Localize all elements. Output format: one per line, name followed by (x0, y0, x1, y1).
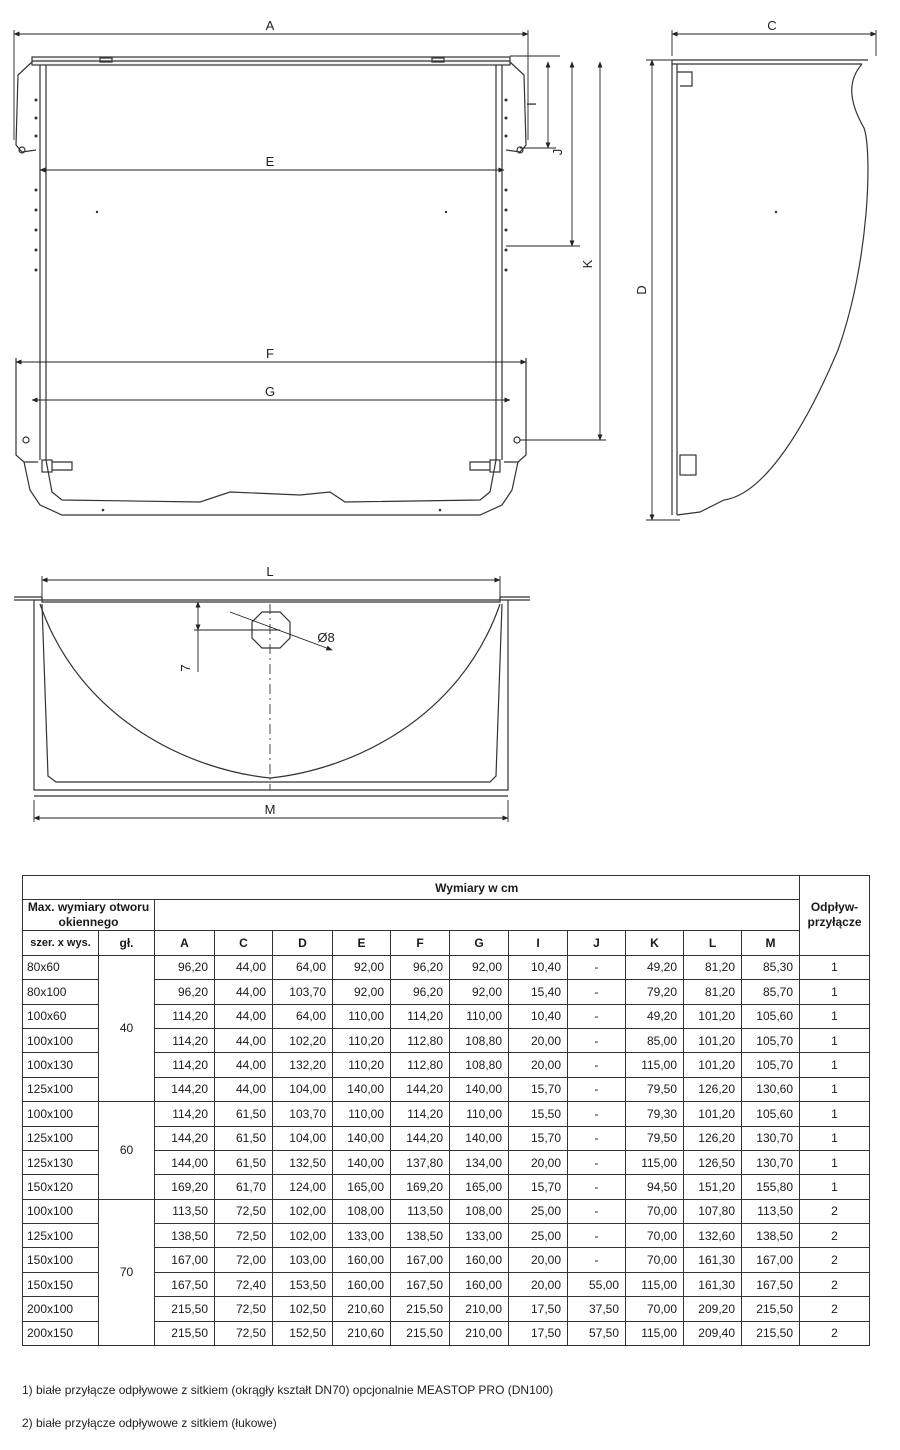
dim-label-d: D (634, 285, 649, 295)
dimension-cell: 126,20 (684, 1077, 742, 1101)
dimension-cell: 102,00 (273, 1199, 333, 1223)
dimension-cell: 138,50 (391, 1224, 450, 1248)
dimension-cell: 10,40 (509, 1004, 568, 1028)
drain-cell: 1 (800, 1004, 870, 1028)
window-size-cell: 100x130 (23, 1053, 99, 1077)
dimension-cell: 112,80 (391, 1028, 450, 1052)
dimension-cell: - (568, 1077, 626, 1101)
dimension-cell: 110,00 (333, 1004, 391, 1028)
drain-cell: 1 (800, 1028, 870, 1052)
dimension-cell: 70,00 (626, 1224, 684, 1248)
window-size-cell: 150x150 (23, 1272, 99, 1296)
dimension-cell: 92,00 (450, 955, 509, 979)
dimension-cell: - (568, 955, 626, 979)
dimension-cell: 92,00 (333, 980, 391, 1004)
dim-label-i: I (524, 102, 539, 106)
dim-label-e: E (265, 154, 275, 169)
dimension-cell: 108,00 (333, 1199, 391, 1223)
dimension-cell: 61,50 (215, 1126, 273, 1150)
dimension-cell: 167,00 (742, 1248, 800, 1272)
table-row (23, 1102, 870, 1126)
window-size-cell: 150x100 (23, 1248, 99, 1272)
dimension-cell: 104,00 (273, 1077, 333, 1101)
dimension-cell: 94,50 (626, 1175, 684, 1199)
drain-cell: 2 (800, 1272, 870, 1296)
window-size-cell: 200x100 (23, 1297, 99, 1321)
dimension-cell: 55,00 (568, 1272, 626, 1296)
dimension-cell: 44,00 (215, 1004, 273, 1028)
window-size-cell: 100x100 (23, 1028, 99, 1052)
dimension-cell: 15,50 (509, 1102, 568, 1126)
dimension-cell: 160,00 (333, 1248, 391, 1272)
dimension-cell: 103,70 (273, 1102, 333, 1126)
dimension-cell: 215,50 (742, 1321, 800, 1345)
column-header: M (742, 931, 800, 955)
drain-cell: 1 (800, 1175, 870, 1199)
dimension-cell: - (568, 1102, 626, 1126)
dimension-cell: 215,50 (742, 1297, 800, 1321)
dimension-cell: 103,00 (273, 1248, 333, 1272)
dimension-cell: 153,50 (273, 1272, 333, 1296)
dimension-cell: 167,00 (155, 1248, 215, 1272)
dim-label-a: A (265, 18, 275, 33)
dimension-cell: 113,50 (391, 1199, 450, 1223)
column-header: G (450, 931, 509, 955)
drain-cell: 1 (800, 980, 870, 1004)
dimension-cell: 79,30 (626, 1102, 684, 1126)
depth-subheader: gł. (99, 931, 155, 955)
dimension-cell: 134,00 (450, 1150, 509, 1174)
dimension-cell: 96,20 (391, 980, 450, 1004)
dimension-cell: 101,20 (684, 1053, 742, 1077)
window-size-cell: 100x100 (23, 1199, 99, 1223)
dimension-cell: 209,20 (684, 1297, 742, 1321)
dimension-cell: 113,50 (155, 1199, 215, 1223)
dimension-cell: 210,00 (450, 1297, 509, 1321)
footnote-2: 2) białe przyłącze odpływowe z sitkiem (łukowe) (22, 1416, 277, 1430)
dimension-cell: 79,20 (626, 980, 684, 1004)
dimension-cell: 70,00 (626, 1199, 684, 1223)
drain-header: Odpływ-przyłącze (800, 876, 870, 956)
dimension-cell: 105,70 (742, 1053, 800, 1077)
dimension-cell: 140,00 (333, 1126, 391, 1150)
dimension-cell: 70,00 (626, 1248, 684, 1272)
table-row (23, 955, 870, 979)
dimension-cell: 72,40 (215, 1272, 273, 1296)
side-view (672, 60, 868, 515)
dimension-cell: 70,00 (626, 1297, 684, 1321)
dimension-cell: 102,00 (273, 1224, 333, 1248)
dimension-cell: - (568, 1150, 626, 1174)
dim-label-k: K (580, 259, 595, 269)
dimension-cell: 81,20 (684, 980, 742, 1004)
dimension-cell: 81,20 (684, 955, 742, 979)
dimension-cell: 44,00 (215, 1053, 273, 1077)
dimension-cell: 104,00 (273, 1126, 333, 1150)
dimension-cell: 72,50 (215, 1297, 273, 1321)
size-subheader: szer. x wys. (23, 931, 99, 955)
dimension-cell: 44,00 (215, 980, 273, 1004)
dimension-cell: 79,50 (626, 1077, 684, 1101)
dimension-cell: - (568, 1224, 626, 1248)
dimension-cell: 72,50 (215, 1199, 273, 1223)
dimension-cell: 108,80 (450, 1028, 509, 1052)
front-view (16, 57, 526, 515)
window-size-cell: 125x100 (23, 1126, 99, 1150)
dimension-cell: 137,80 (391, 1150, 450, 1174)
column-header: K (626, 931, 684, 955)
dimension-cell: 110,20 (333, 1053, 391, 1077)
window-size-cell: 100x100 (23, 1102, 99, 1126)
dimension-cell: 108,80 (450, 1053, 509, 1077)
dimension-cell: 160,00 (333, 1272, 391, 1296)
dimension-cell: 169,20 (391, 1175, 450, 1199)
dimension-cell: 15,40 (509, 980, 568, 1004)
dimension-cell: 107,80 (684, 1199, 742, 1223)
column-header: A (155, 931, 215, 955)
dimension-cell: 105,60 (742, 1004, 800, 1028)
dimension-cell: - (568, 1175, 626, 1199)
dimension-cell: 110,00 (450, 1004, 509, 1028)
column-header: I (509, 931, 568, 955)
dimension-cell: 72,50 (215, 1224, 273, 1248)
dimension-cell: 113,50 (742, 1199, 800, 1223)
dim-label-f: F (266, 346, 274, 361)
dimension-cell: 110,00 (450, 1102, 509, 1126)
dimension-cell: 210,60 (333, 1297, 391, 1321)
dimension-cell: 20,00 (509, 1248, 568, 1272)
dimension-cell: 133,00 (450, 1224, 509, 1248)
dimension-cell: - (568, 1199, 626, 1223)
dimension-cell: 105,60 (742, 1102, 800, 1126)
dimension-cell: - (568, 1028, 626, 1052)
dimension-cell: 44,00 (215, 955, 273, 979)
dimension-cell: 209,40 (684, 1321, 742, 1345)
dimension-cell: 105,70 (742, 1028, 800, 1052)
dimension-cell: 114,20 (155, 1053, 215, 1077)
dimension-cell: 133,00 (333, 1224, 391, 1248)
dimension-cell: 160,00 (450, 1248, 509, 1272)
dim-label-7: 7 (178, 664, 193, 672)
dimension-cell: 167,50 (391, 1272, 450, 1296)
dimension-cell: 144,20 (155, 1077, 215, 1101)
drain-cell: 1 (800, 1053, 870, 1077)
dimension-cell: - (568, 1053, 626, 1077)
drain-cell: 2 (800, 1248, 870, 1272)
dimension-cell: 160,00 (450, 1272, 509, 1296)
column-header: L (684, 931, 742, 955)
dim-label-j: J (550, 148, 565, 156)
dimension-cell: 132,50 (273, 1150, 333, 1174)
dimension-cell: 44,00 (215, 1028, 273, 1052)
depth-cell: 70 (99, 1199, 155, 1345)
dimension-cell: 114,20 (391, 1004, 450, 1028)
window-size-cell: 125x100 (23, 1077, 99, 1101)
dimension-cell: 85,30 (742, 955, 800, 979)
window-size-cell: 125x130 (23, 1150, 99, 1174)
dimension-cell: 61,50 (215, 1150, 273, 1174)
dimension-cell: 61,50 (215, 1102, 273, 1126)
dimension-cell: 169,20 (155, 1175, 215, 1199)
dimension-cell: 20,00 (509, 1272, 568, 1296)
drain-cell: 1 (800, 1102, 870, 1126)
dimension-cell: 130,70 (742, 1150, 800, 1174)
dimension-cell: 10,40 (509, 955, 568, 979)
dimension-cell: 114,20 (155, 1004, 215, 1028)
bottom-view (14, 597, 530, 796)
drain-cell: 2 (800, 1224, 870, 1248)
footnote-1: 1) białe przyłącze odpływowe z sitkiem (okrągły kształt DN70) opcjonalnie MEASTOP PRO (DN100) (22, 1383, 554, 1397)
column-header: J (568, 931, 626, 955)
dimension-cell: 102,50 (273, 1297, 333, 1321)
dimension-cell: 215,50 (155, 1321, 215, 1345)
dimension-cell: 49,20 (626, 1004, 684, 1028)
dimension-cell: 144,20 (155, 1126, 215, 1150)
dimension-cell: - (568, 1248, 626, 1272)
dimension-cell: 114,20 (391, 1102, 450, 1126)
dimension-cell: 64,00 (273, 1004, 333, 1028)
dimension-cell: 61,70 (215, 1175, 273, 1199)
dimension-cell: 140,00 (450, 1077, 509, 1101)
dim-label-o8: Ø8 (317, 630, 335, 645)
dimension-cell: 92,00 (333, 955, 391, 979)
dimension-cell: 115,00 (626, 1150, 684, 1174)
dimension-cell: 20,00 (509, 1150, 568, 1174)
depth-cell: 40 (99, 955, 155, 1101)
dimension-cell: 72,00 (215, 1248, 273, 1272)
dimension-cell: 15,70 (509, 1126, 568, 1150)
dimension-cell: 138,50 (742, 1224, 800, 1248)
depth-cell: 60 (99, 1102, 155, 1200)
dimension-cell: 57,50 (568, 1321, 626, 1345)
dimension-cell: 101,20 (684, 1004, 742, 1028)
table-row (23, 1199, 870, 1223)
dimension-cell: 114,20 (155, 1028, 215, 1052)
dimension-cell: 115,00 (626, 1321, 684, 1345)
dimension-cell: 115,00 (626, 1272, 684, 1296)
dimension-cell: 20,00 (509, 1028, 568, 1052)
dimension-cell: 44,00 (215, 1077, 273, 1101)
window-size-cell: 200x150 (23, 1321, 99, 1345)
dimension-cell: 103,70 (273, 980, 333, 1004)
dimension-cell: 124,00 (273, 1175, 333, 1199)
dimensions-table (22, 875, 870, 1346)
dimension-cell: 64,00 (273, 955, 333, 979)
dimension-cell: 101,20 (684, 1028, 742, 1052)
dimension-cell: 144,20 (391, 1126, 450, 1150)
dimension-cell: 167,00 (391, 1248, 450, 1272)
column-header: C (215, 931, 273, 955)
dimension-cell: 167,50 (155, 1272, 215, 1296)
dimension-cell: 110,20 (333, 1028, 391, 1052)
window-size-header: Max. wymiary otworu okiennego (23, 900, 155, 931)
drain-cell: 1 (800, 955, 870, 979)
dimension-cell: 165,00 (450, 1175, 509, 1199)
dimension-cell: 37,50 (568, 1297, 626, 1321)
dimension-cell: 96,20 (391, 955, 450, 979)
window-size-cell: 80x60 (23, 955, 99, 979)
dimension-cell: 130,70 (742, 1126, 800, 1150)
dimension-cell: 140,00 (333, 1077, 391, 1101)
dimension-cell: 144,20 (391, 1077, 450, 1101)
dimension-cell: 96,20 (155, 980, 215, 1004)
window-size-cell: 100x60 (23, 1004, 99, 1028)
dimension-cell: 215,50 (391, 1297, 450, 1321)
column-header: E (333, 931, 391, 955)
dimension-cell: 108,00 (450, 1199, 509, 1223)
drain-cell: 2 (800, 1321, 870, 1345)
dimension-cell: 72,50 (215, 1321, 273, 1345)
drain-cell: 1 (800, 1126, 870, 1150)
dimension-cell: 17,50 (509, 1297, 568, 1321)
dimension-cell: 17,50 (509, 1321, 568, 1345)
drain-cell: 1 (800, 1077, 870, 1101)
dimension-cell: - (568, 1004, 626, 1028)
drain-cell: 2 (800, 1199, 870, 1223)
dimension-cell: 132,60 (684, 1224, 742, 1248)
dimension-cell: 85,00 (626, 1028, 684, 1052)
column-header: F (391, 931, 450, 955)
dimension-cell: 151,20 (684, 1175, 742, 1199)
window-size-cell: 80x100 (23, 980, 99, 1004)
dim-label-c: C (767, 18, 777, 33)
window-size-cell: 125x100 (23, 1224, 99, 1248)
dimension-cell: 155,80 (742, 1175, 800, 1199)
dimension-cell: 114,20 (155, 1102, 215, 1126)
dimension-cell: - (568, 980, 626, 1004)
dimension-cell: 79,50 (626, 1126, 684, 1150)
dimension-cell: 20,00 (509, 1053, 568, 1077)
table-title: Wymiary w cm (155, 876, 800, 900)
window-size-cell: 150x120 (23, 1175, 99, 1199)
dimension-cell: 165,00 (333, 1175, 391, 1199)
drain-cell: 2 (800, 1297, 870, 1321)
dimension-cell: 215,50 (155, 1297, 215, 1321)
dimension-cell: 126,50 (684, 1150, 742, 1174)
dimension-cell: 126,20 (684, 1126, 742, 1150)
column-header: D (273, 931, 333, 955)
dimension-cell: 210,00 (450, 1321, 509, 1345)
dim-label-g: G (264, 384, 276, 399)
dimension-cell: 110,00 (333, 1102, 391, 1126)
dimension-cell: 115,00 (626, 1053, 684, 1077)
dim-label-l: L (266, 564, 274, 579)
dimension-cell: 101,20 (684, 1102, 742, 1126)
dimension-cell: 49,20 (626, 955, 684, 979)
dimension-cell: 92,00 (450, 980, 509, 1004)
dimension-cell: 102,20 (273, 1028, 333, 1052)
drain-cell: 1 (800, 1150, 870, 1174)
dimension-cell: 140,00 (450, 1126, 509, 1150)
dimension-cell: 25,00 (509, 1199, 568, 1223)
dimension-cell: 138,50 (155, 1224, 215, 1248)
dimension-cell: 152,50 (273, 1321, 333, 1345)
dimension-cell: 210,60 (333, 1321, 391, 1345)
dimension-cell: 215,50 (391, 1321, 450, 1345)
dimension-cell: 15,70 (509, 1077, 568, 1101)
dimension-cell: 161,30 (684, 1248, 742, 1272)
dimension-cell: 96,20 (155, 955, 215, 979)
dimension-cell: 167,50 (742, 1272, 800, 1296)
dimension-cell: 132,20 (273, 1053, 333, 1077)
dimension-cell: 25,00 (509, 1224, 568, 1248)
dimension-cell: 130,60 (742, 1077, 800, 1101)
dim-label-m: M (264, 802, 276, 817)
dimension-cell: 85,70 (742, 980, 800, 1004)
dimension-cell: 15,70 (509, 1175, 568, 1199)
dimension-cell: 161,30 (684, 1272, 742, 1296)
dimension-cell: 112,80 (391, 1053, 450, 1077)
dimension-cell: 140,00 (333, 1150, 391, 1174)
dimension-cell: 144,00 (155, 1150, 215, 1174)
dimension-cell: - (568, 1126, 626, 1150)
